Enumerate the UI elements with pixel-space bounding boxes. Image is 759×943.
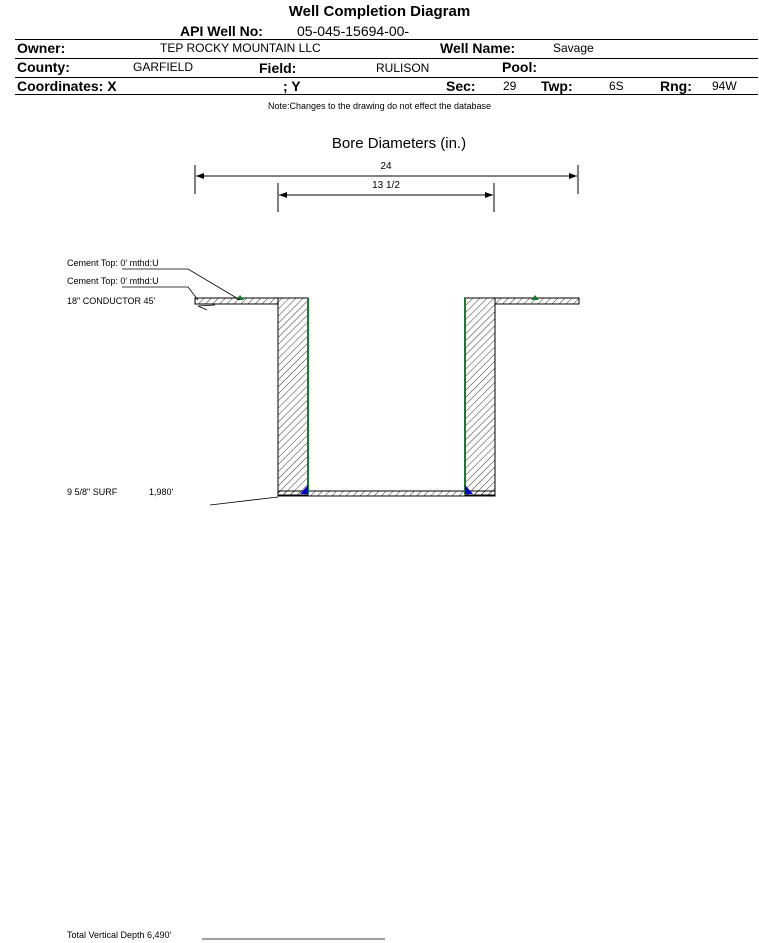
annotation-leaders bbox=[122, 269, 385, 939]
sec-label: Sec: bbox=[446, 78, 476, 94]
api-value: 05-045-15694-00- bbox=[297, 23, 410, 39]
cement-top-annotation-1: Cement Top: 0' mthd:U bbox=[67, 258, 159, 268]
total-depth-annotation: Total Vertical Depth 6,490' bbox=[67, 930, 172, 940]
coordinates-label: Coordinates: X bbox=[17, 78, 117, 94]
surface-casing-walls bbox=[308, 298, 465, 494]
cement-top-annotation-2: Cement Top: 0' mthd:U bbox=[67, 276, 159, 286]
sec-value: 29 bbox=[503, 79, 517, 93]
bore-diameters-title: Bore Diameters (in.) bbox=[331, 135, 467, 152]
conductor-casing bbox=[195, 295, 579, 304]
field-value: RULISON bbox=[376, 61, 430, 75]
bore-inner-dimension bbox=[278, 183, 494, 212]
county-value: GARFIELD bbox=[133, 60, 194, 74]
coordinates-y-label: ; Y bbox=[283, 78, 301, 94]
surf-casing-annotation: 9 5/8" SURF bbox=[67, 487, 118, 497]
well-name-value: Savage bbox=[553, 41, 594, 55]
field-label: Field: bbox=[259, 60, 297, 76]
database-note: Note:Changes to the drawing do not effect the database bbox=[268, 101, 491, 111]
page-title: Well Completion Diagram bbox=[288, 3, 471, 20]
bore-inner-label: 13 1/2 bbox=[372, 180, 400, 191]
well-name-label: Well Name: bbox=[440, 40, 516, 56]
conductor-annotation: 18" CONDUCTOR 45' bbox=[67, 296, 156, 306]
api-label: API Well No: bbox=[180, 23, 263, 39]
county-label: County: bbox=[17, 59, 70, 75]
rng-value: 94W bbox=[712, 79, 737, 93]
twp-value: 6S bbox=[609, 79, 624, 93]
rng-label: Rng: bbox=[660, 78, 692, 94]
twp-label: Twp: bbox=[541, 78, 573, 94]
owner-value: TEP ROCKY MOUNTAIN LLC bbox=[160, 41, 321, 55]
surf-casing-depth: 1,980' bbox=[149, 487, 174, 497]
bore-outer-label: 24 bbox=[380, 161, 392, 172]
pool-label: Pool: bbox=[502, 59, 537, 75]
surface-cement bbox=[278, 298, 495, 496]
bore-outer-dimension bbox=[195, 165, 578, 194]
owner-label: Owner: bbox=[17, 40, 66, 56]
